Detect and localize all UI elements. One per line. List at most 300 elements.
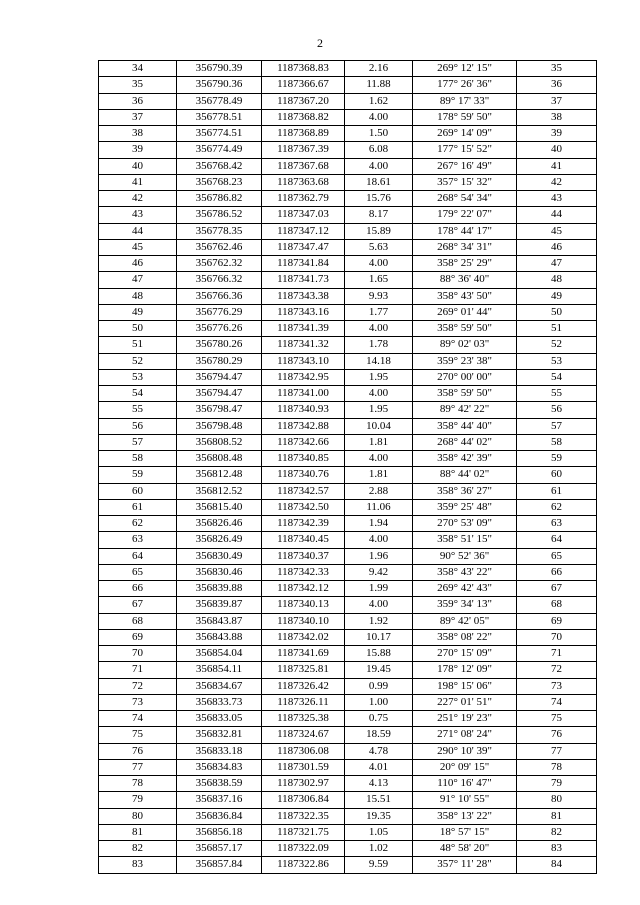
- distance-cell: 8.17: [345, 207, 413, 223]
- y-coordinate-cell: 1187321.75: [262, 824, 345, 840]
- direction-angle-cell: 358° 59' 50": [413, 321, 517, 337]
- next-point-number-cell: 56: [517, 402, 597, 418]
- table-row: [99, 418, 597, 434]
- point-number-cell: 51: [99, 337, 177, 353]
- direction-angle-cell: 359° 34' 13": [413, 597, 517, 613]
- y-coordinate-cell: 1187342.39: [262, 516, 345, 532]
- next-point-number-cell: 61: [517, 483, 597, 499]
- x-coordinate-cell: 356798.47: [177, 402, 262, 418]
- x-coordinate-cell: 356815.40: [177, 499, 262, 515]
- x-coordinate-cell: 356838.59: [177, 776, 262, 792]
- distance-cell: 1.95: [345, 369, 413, 385]
- point-number-cell: 75: [99, 727, 177, 743]
- distance-cell: 19.35: [345, 808, 413, 824]
- x-coordinate-cell: 356778.35: [177, 223, 262, 239]
- point-number-cell: 38: [99, 126, 177, 142]
- next-point-number-cell: 66: [517, 564, 597, 580]
- next-point-number-cell: 78: [517, 759, 597, 775]
- point-number-cell: 52: [99, 353, 177, 369]
- distance-cell: 18.59: [345, 727, 413, 743]
- direction-angle-cell: 267° 16' 49": [413, 158, 517, 174]
- next-point-number-cell: 38: [517, 109, 597, 125]
- point-number-cell: 39: [99, 142, 177, 158]
- direction-angle-cell: 359° 23' 38": [413, 353, 517, 369]
- table-row: [99, 759, 597, 775]
- next-point-number-cell: 75: [517, 711, 597, 727]
- next-point-number-cell: 80: [517, 792, 597, 808]
- point-number-cell: 69: [99, 629, 177, 645]
- next-point-number-cell: 81: [517, 808, 597, 824]
- direction-angle-cell: 270° 15' 09": [413, 646, 517, 662]
- next-point-number-cell: 46: [517, 239, 597, 255]
- point-number-cell: 35: [99, 77, 177, 93]
- next-point-number-cell: 54: [517, 369, 597, 385]
- x-coordinate-cell: 356774.51: [177, 126, 262, 142]
- x-coordinate-cell: 356857.17: [177, 841, 262, 857]
- next-point-number-cell: 65: [517, 548, 597, 564]
- next-point-number-cell: 48: [517, 272, 597, 288]
- table-row: [99, 613, 597, 629]
- next-point-number-cell: 76: [517, 727, 597, 743]
- point-number-cell: 43: [99, 207, 177, 223]
- table-row: [99, 646, 597, 662]
- direction-angle-cell: 270° 00' 00": [413, 369, 517, 385]
- point-number-cell: 47: [99, 272, 177, 288]
- point-number-cell: 53: [99, 369, 177, 385]
- y-coordinate-cell: 1187325.38: [262, 711, 345, 727]
- distance-cell: 1.05: [345, 824, 413, 840]
- distance-cell: 1.77: [345, 304, 413, 320]
- next-point-number-cell: 53: [517, 353, 597, 369]
- table-row: [99, 109, 597, 125]
- table-row: [99, 256, 597, 272]
- point-number-cell: 79: [99, 792, 177, 808]
- next-point-number-cell: 73: [517, 678, 597, 694]
- distance-cell: 4.00: [345, 256, 413, 272]
- point-number-cell: 65: [99, 564, 177, 580]
- direction-angle-cell: 227° 01' 51": [413, 694, 517, 710]
- point-number-cell: 81: [99, 824, 177, 840]
- x-coordinate-cell: 356776.29: [177, 304, 262, 320]
- distance-cell: 1.50: [345, 126, 413, 142]
- distance-cell: 4.00: [345, 451, 413, 467]
- y-coordinate-cell: 1187366.67: [262, 77, 345, 93]
- next-point-number-cell: 68: [517, 597, 597, 613]
- point-number-cell: 45: [99, 239, 177, 255]
- next-point-number-cell: 84: [517, 857, 597, 873]
- distance-cell: 4.13: [345, 776, 413, 792]
- distance-cell: 18.61: [345, 174, 413, 190]
- table-row: [99, 142, 597, 158]
- y-coordinate-cell: 1187306.84: [262, 792, 345, 808]
- distance-cell: 1.78: [345, 337, 413, 353]
- distance-cell: 15.76: [345, 191, 413, 207]
- distance-cell: 4.00: [345, 532, 413, 548]
- table-row: [99, 402, 597, 418]
- point-number-cell: 55: [99, 402, 177, 418]
- point-number-cell: 73: [99, 694, 177, 710]
- distance-cell: 15.51: [345, 792, 413, 808]
- x-coordinate-cell: 356778.51: [177, 109, 262, 125]
- distance-cell: 1.99: [345, 581, 413, 597]
- x-coordinate-cell: 356812.48: [177, 467, 262, 483]
- direction-angle-cell: 178° 44' 17": [413, 223, 517, 239]
- y-coordinate-cell: 1187341.32: [262, 337, 345, 353]
- next-point-number-cell: 36: [517, 77, 597, 93]
- table-row: [99, 272, 597, 288]
- x-coordinate-cell: 356843.87: [177, 613, 262, 629]
- next-point-number-cell: 43: [517, 191, 597, 207]
- next-point-number-cell: 57: [517, 418, 597, 434]
- direction-angle-cell: 358° 43' 50": [413, 288, 517, 304]
- point-number-cell: 78: [99, 776, 177, 792]
- y-coordinate-cell: 1187342.50: [262, 499, 345, 515]
- y-coordinate-cell: 1187367.39: [262, 142, 345, 158]
- x-coordinate-cell: 356826.49: [177, 532, 262, 548]
- distance-cell: 4.01: [345, 759, 413, 775]
- table-row: [99, 516, 597, 532]
- direction-angle-cell: 358° 51' 15": [413, 532, 517, 548]
- y-coordinate-cell: 1187340.93: [262, 402, 345, 418]
- distance-cell: 5.63: [345, 239, 413, 255]
- point-number-cell: 36: [99, 93, 177, 109]
- y-coordinate-cell: 1187302.97: [262, 776, 345, 792]
- direction-angle-cell: 358° 25' 29": [413, 256, 517, 272]
- table-row: [99, 174, 597, 190]
- table-row: [99, 207, 597, 223]
- y-coordinate-cell: 1187362.79: [262, 191, 345, 207]
- y-coordinate-cell: 1187341.84: [262, 256, 345, 272]
- distance-cell: 1.96: [345, 548, 413, 564]
- next-point-number-cell: 44: [517, 207, 597, 223]
- point-number-cell: 41: [99, 174, 177, 190]
- y-coordinate-cell: 1187322.09: [262, 841, 345, 857]
- y-coordinate-cell: 1187342.88: [262, 418, 345, 434]
- point-number-cell: 71: [99, 662, 177, 678]
- x-coordinate-cell: 356839.87: [177, 597, 262, 613]
- distance-cell: 1.81: [345, 467, 413, 483]
- x-coordinate-cell: 356839.88: [177, 581, 262, 597]
- x-coordinate-cell: 356854.04: [177, 646, 262, 662]
- direction-angle-cell: 179° 22' 07": [413, 207, 517, 223]
- direction-angle-cell: 358° 44' 40": [413, 418, 517, 434]
- direction-angle-cell: 270° 53' 09": [413, 516, 517, 532]
- direction-angle-cell: 358° 36' 27": [413, 483, 517, 499]
- table-row: [99, 743, 597, 759]
- distance-cell: 1.02: [345, 841, 413, 857]
- direction-angle-cell: 89° 42' 22": [413, 402, 517, 418]
- table-row: [99, 288, 597, 304]
- distance-cell: 1.62: [345, 93, 413, 109]
- coordinates-table: [98, 60, 597, 874]
- distance-cell: 9.93: [345, 288, 413, 304]
- distance-cell: 1.65: [345, 272, 413, 288]
- x-coordinate-cell: 356794.47: [177, 369, 262, 385]
- direction-angle-cell: 359° 25' 48": [413, 499, 517, 515]
- table-row: [99, 223, 597, 239]
- table-row: [99, 304, 597, 320]
- direction-angle-cell: 357° 15' 32": [413, 174, 517, 190]
- x-coordinate-cell: 356830.46: [177, 564, 262, 580]
- table-row: [99, 597, 597, 613]
- next-point-number-cell: 64: [517, 532, 597, 548]
- direction-angle-cell: 357° 11' 28": [413, 857, 517, 873]
- y-coordinate-cell: 1187367.20: [262, 93, 345, 109]
- point-number-cell: 48: [99, 288, 177, 304]
- direction-angle-cell: 269° 14' 09": [413, 126, 517, 142]
- next-point-number-cell: 47: [517, 256, 597, 272]
- direction-angle-cell: 89° 02' 03": [413, 337, 517, 353]
- direction-angle-cell: 198° 15' 06": [413, 678, 517, 694]
- x-coordinate-cell: 356833.18: [177, 743, 262, 759]
- point-number-cell: 50: [99, 321, 177, 337]
- x-coordinate-cell: 356762.46: [177, 239, 262, 255]
- distance-cell: 1.95: [345, 402, 413, 418]
- next-point-number-cell: 58: [517, 434, 597, 450]
- direction-angle-cell: 269° 42' 43": [413, 581, 517, 597]
- y-coordinate-cell: 1187342.95: [262, 369, 345, 385]
- point-number-cell: 68: [99, 613, 177, 629]
- y-coordinate-cell: 1187324.67: [262, 727, 345, 743]
- point-number-cell: 74: [99, 711, 177, 727]
- next-point-number-cell: 35: [517, 61, 597, 77]
- point-number-cell: 44: [99, 223, 177, 239]
- direction-angle-cell: 20° 09' 15": [413, 759, 517, 775]
- distance-cell: 1.81: [345, 434, 413, 450]
- direction-angle-cell: 358° 43' 22": [413, 564, 517, 580]
- table-row: [99, 548, 597, 564]
- distance-cell: 1.00: [345, 694, 413, 710]
- table-row: [99, 337, 597, 353]
- next-point-number-cell: 45: [517, 223, 597, 239]
- y-coordinate-cell: 1187326.42: [262, 678, 345, 694]
- y-coordinate-cell: 1187341.00: [262, 386, 345, 402]
- page-number: 2: [317, 36, 323, 50]
- y-coordinate-cell: 1187341.73: [262, 272, 345, 288]
- distance-cell: 19.45: [345, 662, 413, 678]
- y-coordinate-cell: 1187342.57: [262, 483, 345, 499]
- x-coordinate-cell: 356786.82: [177, 191, 262, 207]
- point-number-cell: 80: [99, 808, 177, 824]
- x-coordinate-cell: 356834.67: [177, 678, 262, 694]
- direction-angle-cell: 18° 57' 15": [413, 824, 517, 840]
- distance-cell: 10.17: [345, 629, 413, 645]
- x-coordinate-cell: 356808.48: [177, 451, 262, 467]
- x-coordinate-cell: 356843.88: [177, 629, 262, 645]
- y-coordinate-cell: 1187347.03: [262, 207, 345, 223]
- distance-cell: 4.00: [345, 158, 413, 174]
- direction-angle-cell: 358° 13' 22": [413, 808, 517, 824]
- direction-angle-cell: 177° 26' 36": [413, 77, 517, 93]
- next-point-number-cell: 42: [517, 174, 597, 190]
- y-coordinate-cell: 1187306.08: [262, 743, 345, 759]
- point-number-cell: 54: [99, 386, 177, 402]
- table-row: [99, 581, 597, 597]
- next-point-number-cell: 72: [517, 662, 597, 678]
- x-coordinate-cell: 356790.36: [177, 77, 262, 93]
- direction-angle-cell: 271° 08' 24": [413, 727, 517, 743]
- point-number-cell: 61: [99, 499, 177, 515]
- y-coordinate-cell: 1187342.12: [262, 581, 345, 597]
- y-coordinate-cell: 1187347.12: [262, 223, 345, 239]
- x-coordinate-cell: 356808.52: [177, 434, 262, 450]
- y-coordinate-cell: 1187340.76: [262, 467, 345, 483]
- direction-angle-cell: 358° 08' 22": [413, 629, 517, 645]
- table-row: [99, 792, 597, 808]
- point-number-cell: 40: [99, 158, 177, 174]
- direction-angle-cell: 251° 19' 23": [413, 711, 517, 727]
- distance-cell: 2.88: [345, 483, 413, 499]
- y-coordinate-cell: 1187368.83: [262, 61, 345, 77]
- point-number-cell: 58: [99, 451, 177, 467]
- next-point-number-cell: 50: [517, 304, 597, 320]
- x-coordinate-cell: 356778.49: [177, 93, 262, 109]
- x-coordinate-cell: 356786.52: [177, 207, 262, 223]
- direction-angle-cell: 358° 59' 50": [413, 386, 517, 402]
- next-point-number-cell: 71: [517, 646, 597, 662]
- point-number-cell: 42: [99, 191, 177, 207]
- direction-angle-cell: 269° 01' 44": [413, 304, 517, 320]
- table-row: [99, 467, 597, 483]
- point-number-cell: 57: [99, 434, 177, 450]
- next-point-number-cell: 69: [517, 613, 597, 629]
- x-coordinate-cell: 356833.05: [177, 711, 262, 727]
- table-row: [99, 564, 597, 580]
- distance-cell: 9.42: [345, 564, 413, 580]
- direction-angle-cell: 358° 42' 39": [413, 451, 517, 467]
- x-coordinate-cell: 356780.26: [177, 337, 262, 353]
- x-coordinate-cell: 356766.36: [177, 288, 262, 304]
- next-point-number-cell: 41: [517, 158, 597, 174]
- x-coordinate-cell: 356812.52: [177, 483, 262, 499]
- x-coordinate-cell: 356854.11: [177, 662, 262, 678]
- direction-angle-cell: 88° 36' 40": [413, 272, 517, 288]
- table-row: [99, 694, 597, 710]
- x-coordinate-cell: 356776.26: [177, 321, 262, 337]
- y-coordinate-cell: 1187341.39: [262, 321, 345, 337]
- point-number-cell: 46: [99, 256, 177, 272]
- y-coordinate-cell: 1187343.38: [262, 288, 345, 304]
- y-coordinate-cell: 1187340.45: [262, 532, 345, 548]
- table-row: [99, 678, 597, 694]
- distance-cell: 4.00: [345, 386, 413, 402]
- table-row: [99, 77, 597, 93]
- y-coordinate-cell: 1187347.47: [262, 239, 345, 255]
- direction-angle-cell: 268° 44' 02": [413, 434, 517, 450]
- table-row: [99, 662, 597, 678]
- next-point-number-cell: 40: [517, 142, 597, 158]
- distance-cell: 15.89: [345, 223, 413, 239]
- point-number-cell: 62: [99, 516, 177, 532]
- distance-cell: 4.00: [345, 597, 413, 613]
- distance-cell: 2.16: [345, 61, 413, 77]
- point-number-cell: 34: [99, 61, 177, 77]
- table-row: [99, 727, 597, 743]
- next-point-number-cell: 77: [517, 743, 597, 759]
- y-coordinate-cell: 1187342.02: [262, 629, 345, 645]
- next-point-number-cell: 62: [517, 499, 597, 515]
- table-row: [99, 824, 597, 840]
- distance-cell: 4.78: [345, 743, 413, 759]
- table-row: [99, 451, 597, 467]
- point-number-cell: 76: [99, 743, 177, 759]
- point-number-cell: 82: [99, 841, 177, 857]
- x-coordinate-cell: 356780.29: [177, 353, 262, 369]
- table-row: [99, 532, 597, 548]
- point-number-cell: 49: [99, 304, 177, 320]
- direction-angle-cell: 89° 42' 05": [413, 613, 517, 629]
- y-coordinate-cell: 1187368.89: [262, 126, 345, 142]
- direction-angle-cell: 269° 12' 15": [413, 61, 517, 77]
- y-coordinate-cell: 1187368.82: [262, 109, 345, 125]
- x-coordinate-cell: 356798.48: [177, 418, 262, 434]
- next-point-number-cell: 39: [517, 126, 597, 142]
- y-coordinate-cell: 1187343.10: [262, 353, 345, 369]
- table-row: [99, 126, 597, 142]
- point-number-cell: 63: [99, 532, 177, 548]
- direction-angle-cell: 91° 10' 55": [413, 792, 517, 808]
- distance-cell: 6.08: [345, 142, 413, 158]
- direction-angle-cell: 88° 44' 02": [413, 467, 517, 483]
- direction-angle-cell: 90° 52' 36": [413, 548, 517, 564]
- distance-cell: 1.92: [345, 613, 413, 629]
- direction-angle-cell: 48° 58' 20": [413, 841, 517, 857]
- distance-cell: 1.94: [345, 516, 413, 532]
- distance-cell: 14.18: [345, 353, 413, 369]
- y-coordinate-cell: 1187326.11: [262, 694, 345, 710]
- point-number-cell: 72: [99, 678, 177, 694]
- direction-angle-cell: 89° 17' 33": [413, 93, 517, 109]
- point-number-cell: 66: [99, 581, 177, 597]
- y-coordinate-cell: 1187342.66: [262, 434, 345, 450]
- y-coordinate-cell: 1187367.68: [262, 158, 345, 174]
- point-number-cell: 59: [99, 467, 177, 483]
- table-row: [99, 776, 597, 792]
- point-number-cell: 67: [99, 597, 177, 613]
- table-row: [99, 61, 597, 77]
- x-coordinate-cell: 356837.16: [177, 792, 262, 808]
- coordinates-table-body: [99, 61, 597, 874]
- point-number-cell: 77: [99, 759, 177, 775]
- table-row: [99, 808, 597, 824]
- direction-angle-cell: 178° 59' 50": [413, 109, 517, 125]
- table-row: [99, 386, 597, 402]
- table-row: [99, 711, 597, 727]
- x-coordinate-cell: 356768.42: [177, 158, 262, 174]
- table-row: [99, 93, 597, 109]
- y-coordinate-cell: 1187340.13: [262, 597, 345, 613]
- next-point-number-cell: 70: [517, 629, 597, 645]
- x-coordinate-cell: 356766.32: [177, 272, 262, 288]
- point-number-cell: 70: [99, 646, 177, 662]
- next-point-number-cell: 79: [517, 776, 597, 792]
- next-point-number-cell: 63: [517, 516, 597, 532]
- table-row: [99, 191, 597, 207]
- table-row: [99, 369, 597, 385]
- point-number-cell: 83: [99, 857, 177, 873]
- next-point-number-cell: 37: [517, 93, 597, 109]
- table-row: [99, 239, 597, 255]
- direction-angle-cell: 268° 34' 31": [413, 239, 517, 255]
- distance-cell: 0.99: [345, 678, 413, 694]
- next-point-number-cell: 59: [517, 451, 597, 467]
- x-coordinate-cell: 356830.49: [177, 548, 262, 564]
- direction-angle-cell: 110° 16' 47": [413, 776, 517, 792]
- y-coordinate-cell: 1187340.10: [262, 613, 345, 629]
- distance-cell: 10.04: [345, 418, 413, 434]
- y-coordinate-cell: 1187343.16: [262, 304, 345, 320]
- table-row: [99, 857, 597, 873]
